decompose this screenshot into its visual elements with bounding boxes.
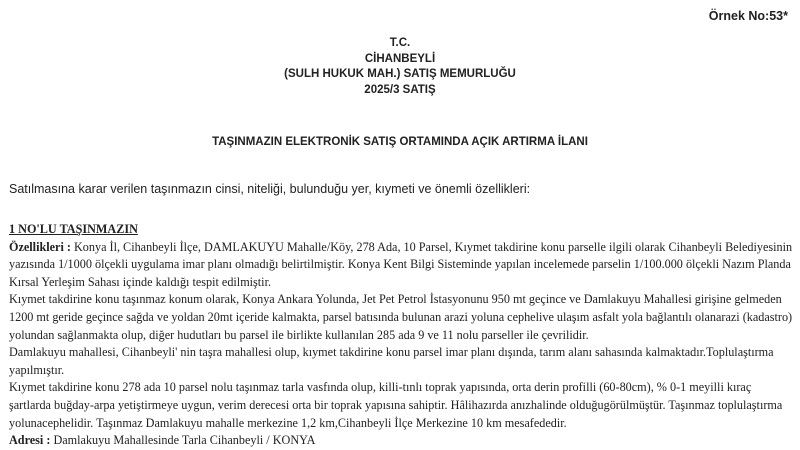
location-paragraph: Kıymet takdirine konu taşınmaz konum olarak, Konya Ankara Yolunda, Jet Pet Petrol İstasyonunu 950 mt geçince ve Damlakuyu Mahallesi girişine gelmeden 1200 mt geride geçince sağda ve yoldan 20mt içeride kalmakta, parsel batısında bulunan arazi yoluna cephelive ulaşım asfalt yola bağlantılı olanarazi (kadastro) yolundan sağlanmakta olup, diğer hudutları bu parsel ile birlikte kullanılan 285 ada 9 ve 11 nolu parseller ile çevrilidir. [9, 292, 793, 342]
features-label: Özellikleri : [9, 239, 71, 254]
features-text: Konya İl, Cihanbeyli İlçe, DAMLAKUYU Mahalle/Köy, 278 Ada, 10 Parsel, Kıymet takdirine konu parselle ilgili olarak Cihanbeyli Belediyesinin yazısında 1/1000 ölçekli uygulama imar planı olmadığı belirtilmiştir. Konya Kent Bilgi Sisteminde yapılan incelemede parselin 1/100.000 ölçekli Nazım Planda Kırsal Yerleşim Sahası içinde kaldığı tespit edilmiştir. [9, 239, 793, 289]
property-section [9, 221, 793, 450]
address-label: Adresi : [9, 433, 51, 448]
header-line-office: (SULH HUKUK MAH.) SATIŞ MEMURLUĞU [284, 68, 516, 80]
document-title: TAŞINMAZIN ELEKTRONİK SATIŞ ORTAMINDA AÇIK ARTIRMA İLANI [212, 136, 588, 148]
header-line-district: CİHANBEYLİ [364, 52, 436, 65]
section-heading: 1 NO'LU TAŞINMAZIN [9, 222, 138, 236]
intro-text: Satılmasına karar verilen taşınmazın cinsi, niteliği, bulunduğu yer, kıymeti ve önemli özellikleri: [9, 182, 531, 196]
soil-paragraph: Kıymet takdirine konu 278 ada 10 parsel nolu taşınmaz tarla vasfında olup, killi-tınlı toprak yapısında, orta derin profilli (60-80cm), % 0-1 meyilli kıraç şartlarda buğday-arpa yetiştirmeye uygun, verim derecesi orta bir toprak yapısına sahiptir. Hâlihazırda anızhalinde olduğugörülmüştür. Taşınmaz toplulaştırma yolunacephelidir. Taşınmaz Damlakuyu mahalle merkezine 1,2 km,Cihanbeyli İlçe Merkezine 10 km mesafededir. [9, 380, 783, 430]
address-paragraph [9, 432, 793, 450]
features-paragraph [9, 239, 793, 292]
header-line-file-no: 2025/3 SATIŞ [364, 83, 436, 96]
address-text: Damlakuyu Mahallesinde Tarla Cihanbeyli / KONYA [50, 433, 316, 448]
neighborhood-paragraph: Damlakuyu mahallesi, Cihanbeyli' nin taşra mahallesi olup, kıymet takdirine konu parsel imar planı dışında, tarım alanı sahasında kalmaktadır.Toplulaştırma yapılmıştır. [9, 345, 774, 377]
header-line-tc: T.C. [389, 37, 411, 49]
sample-number: Örnek No:53* [708, 9, 788, 23]
document-header [0, 36, 800, 98]
